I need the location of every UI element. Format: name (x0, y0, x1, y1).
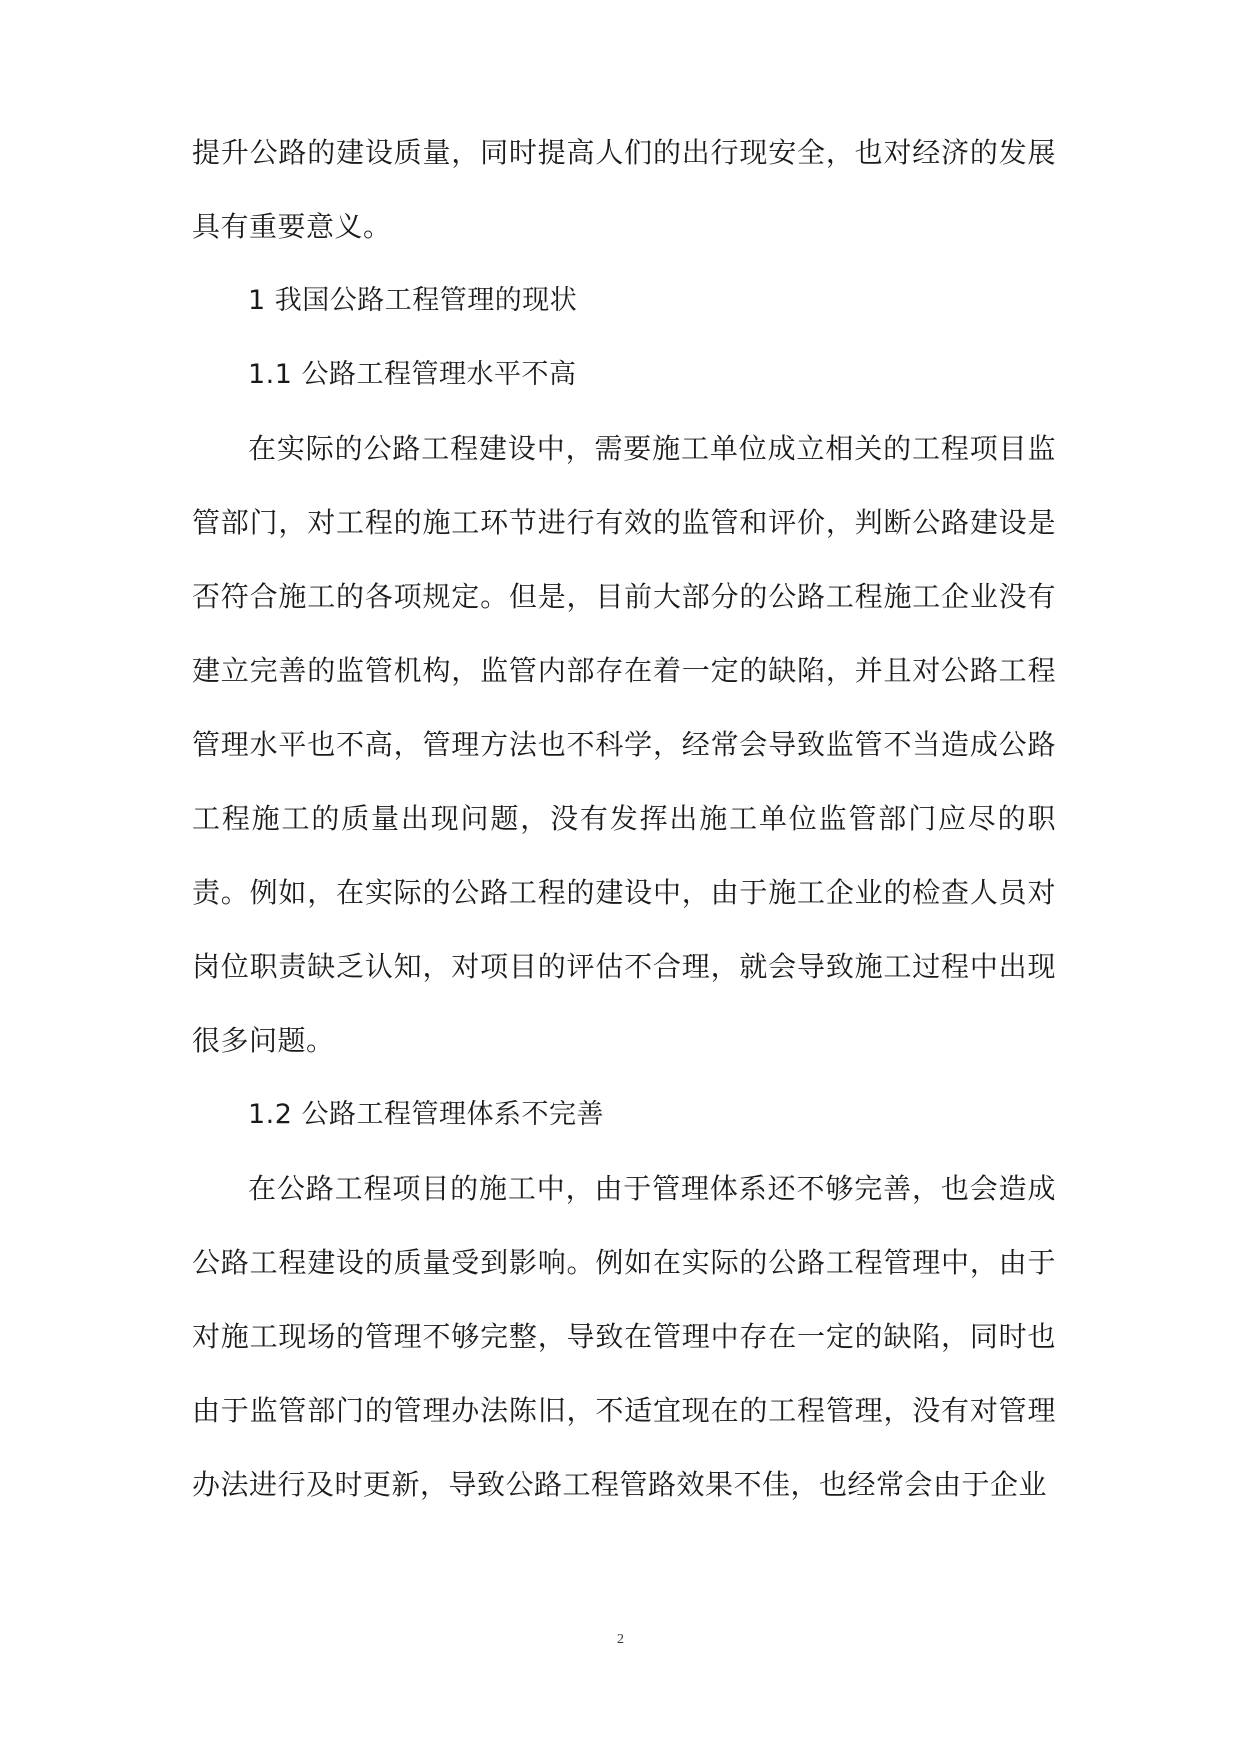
section-heading-1-2: 1.2 公路工程管理体系不完善 (248, 1099, 605, 1130)
document-body (192, 116, 1056, 1522)
page-number: 2 (617, 1632, 624, 1647)
section-heading-1-1: 1.1 公路工程管理水平不高 (248, 359, 577, 390)
paragraph-management-system: 在公路工程项目的施工中，由于管理体系还不够完善，也会造成公路工程建设的质量受到影响。例如在实际的公路工程管理中，由于对施工现场的管理不够完整，导致在管理中存在一定的缺陷，同时也由于监管部门的管理办法陈旧，不适宜现在的工程管理，没有对管理办法进行及时更新，导致公路工程管路效果不佳，也经常会由于企业 (192, 1172, 1056, 1501)
section-heading-1: 1 我国公路工程管理的现状 (248, 285, 578, 316)
paragraph-management-level: 在实际的公路工程建设中，需要施工单位成立相关的工程项目监管部门，对工程的施工环节进行有效的监管和评价，判断公路建设是否符合施工的各项规定。但是，目前大部分的公路工程施工企业没有建立完善的监管机构，监管内部存在着一定的缺陷，并且对公路工程管理水平也不高，管理方法也不科学，经常会导致监管不当造成公路工程施工的质量出现问题，没有发挥出施工单位监管部门应尽的职责。例如，在实际的公路工程的建设中，由于施工企业的检查人员对岗位职责缺乏认知，对项目的评估不合理，就会导致施工过程中出现很多问题。 (192, 432, 1056, 1057)
paragraph-continuation: 提升公路的建设质量，同时提高人们的出行现安全，也对经济的发展具有重要意义。 (192, 136, 1056, 243)
